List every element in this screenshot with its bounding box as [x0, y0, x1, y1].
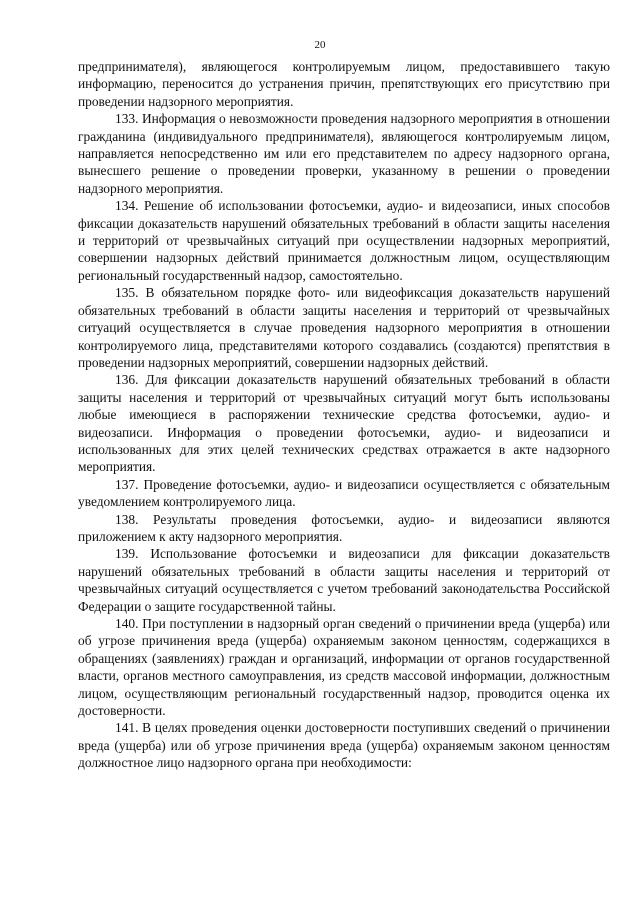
paragraph-141: 141. В целях проведения оценки достоверности поступивших сведений о причинении вреда (ущерба) или об угрозе причинения вреда (ущерба) охраняемым законом ценностям должностное лицо надзорного органа при необходимости:: [78, 720, 610, 771]
paragraph-140: 140. При поступлении в надзорный орган сведений о причинении вреда (ущерба) или об угрозе причинения вреда (ущерба) охраняемым законом ценностям, содержащихся в обращениях (заявлениях) граждан и организаций, информации от органов государственной власти, органов местного самоуправления, из средств массовой информации, должностным лицом, осуществляющим региональный государственный надзор, проводится оценка их достоверности.: [78, 616, 610, 719]
paragraph-138: 138. Результаты проведения фотосъемки, аудио- и видеозаписи являются приложением к акту надзорного мероприятия.: [78, 511, 610, 544]
paragraph-136: 136. Для фиксации доказательств нарушений обязательных требований в области защиты населения и территорий от чрезвычайных ситуаций могут быть использованы любые имеющиеся в распоряжении технические средства фотосъемки, аудио- и видеозаписи. Информация о проведении фотосъемки, аудио- и видеозаписи и использованных для этих целей технических средствах отражается в акте надзорного мероприятия.: [78, 372, 610, 475]
paragraph-133: 133. Информация о невозможности проведения надзорного мероприятия в отношении гражданина (индивидуального предпринимателя), являющегося контролируемым лицом, направляется непосредственно им или его представителем по адресу надзорного органа, вынесшего решение о проведении проверки, указанному в решении о проведении надзорного мероприятия.: [78, 111, 610, 196]
paragraph-continuation: предпринимателя), являющегося контролируемым лицом, предоставившего такую информацию, переносится до устранения причин, препятствующих его присутствию при проведении надзорного мероприятия.: [78, 59, 610, 109]
paragraph-135: 135. В обязательном порядке фото- или видеофиксация доказательств нарушений обязательных требований в области защиты населения и территорий от чрезвычайных ситуаций осуществляется в случае проведения надзорного мероприятия в отношении контролируемого лица, представителями которого создавались (создаются) препятствия в проведении надзорных мероприятий, совершении надзорных действий.: [78, 285, 610, 370]
paragraph-134: 134. Решение об использовании фотосъемки, аудио- и видеозаписи, иных способов фиксации доказательств нарушений обязательных требований в области защиты населения и территорий от чрезвычайных ситуаций при осуществлении надзорных мероприятий, совершении надзорных действий принимается должностным лицом, осуществляющим региональный государственный надзор, самостоятельно.: [78, 198, 610, 283]
document-body: [78, 58, 610, 772]
page-number: 20: [314, 39, 326, 51]
paragraph-137: 137. Проведение фотосъемки, аудио- и видеозаписи осуществляется с обязательным уведомлением контролируемого лица.: [78, 476, 610, 510]
paragraph-139: 139. Использование фотосъемки и видеозаписи для фиксации доказательств нарушений обязательных требований в области защиты населения и территорий от чрезвычайных ситуаций осуществляется с учетом требований законодательства Российской Федерации о защите государственной тайны.: [78, 546, 610, 614]
